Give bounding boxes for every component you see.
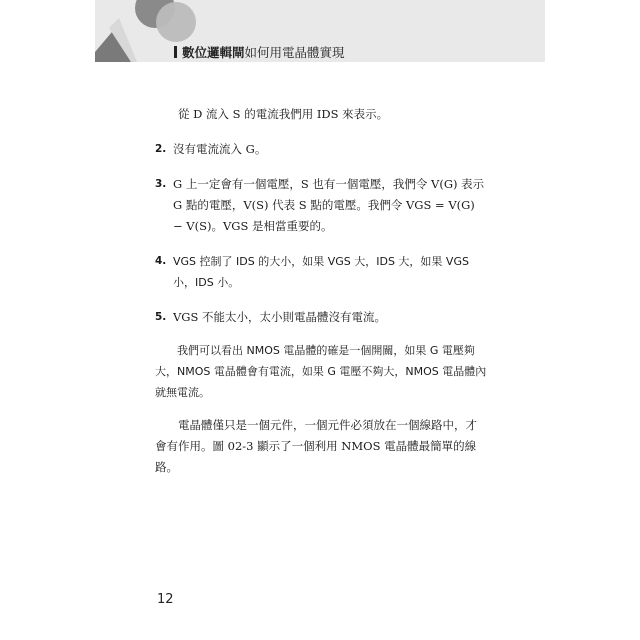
list-item-text: VGS 不能太小，太小則電晶體沒有電流。 — [173, 310, 387, 324]
list-item-number: 2. — [155, 143, 167, 155]
book-page — [95, 0, 545, 640]
paragraph-nmos-switch: 我們可以看出 NMOS 電晶體的確是一個開關，如果 G 電壓夠大，NMOS 電晶體會有電流，如果 G 電壓不夠大，NMOS 電晶體內就無電流。 — [155, 344, 487, 399]
list-item — [155, 251, 487, 293]
list-item — [155, 174, 487, 237]
list-item — [155, 307, 487, 328]
chapter-title-bold: 數位邏輯閘 — [182, 45, 245, 60]
page-number: 12 — [157, 592, 174, 607]
chapter-title-rest: 如何用電晶體實現 — [244, 45, 345, 60]
paragraph-circuit: 電晶體僅只是一個元件，一個元件必須放在一個線路中，才會有作用。圖 02-3 顯示了一個利用 NMOS 電晶體最簡單的線路。 — [155, 418, 477, 474]
list-item-text: VGS 控制了 IDS 的大小，如果 VGS 大，IDS 大，如果 VGS 小，IDS 小。 — [173, 255, 469, 289]
intro-line: 從 D 流入 S 的電流我們用 IDS 來表示。 — [178, 107, 389, 121]
page-body — [155, 104, 487, 478]
header-bar-marker — [174, 46, 177, 58]
list-item-text: G 上一定會有一個電壓，S 也有一個電壓，我們令 V(G) 表示 G 點的電壓，V(S) 代表 S 點的電壓。我們令 VGS = V(G) − V(S)。VGS 是相當重要的。 — [173, 177, 485, 233]
chapter-title — [182, 43, 345, 61]
page-header — [95, 0, 545, 62]
list-item-text: 沒有電流流入 G。 — [173, 142, 267, 156]
list-item-number: 4. — [155, 255, 167, 267]
list-item-number: 5. — [155, 311, 167, 323]
list-item — [155, 139, 487, 160]
list-item-number: 3. — [155, 178, 167, 190]
